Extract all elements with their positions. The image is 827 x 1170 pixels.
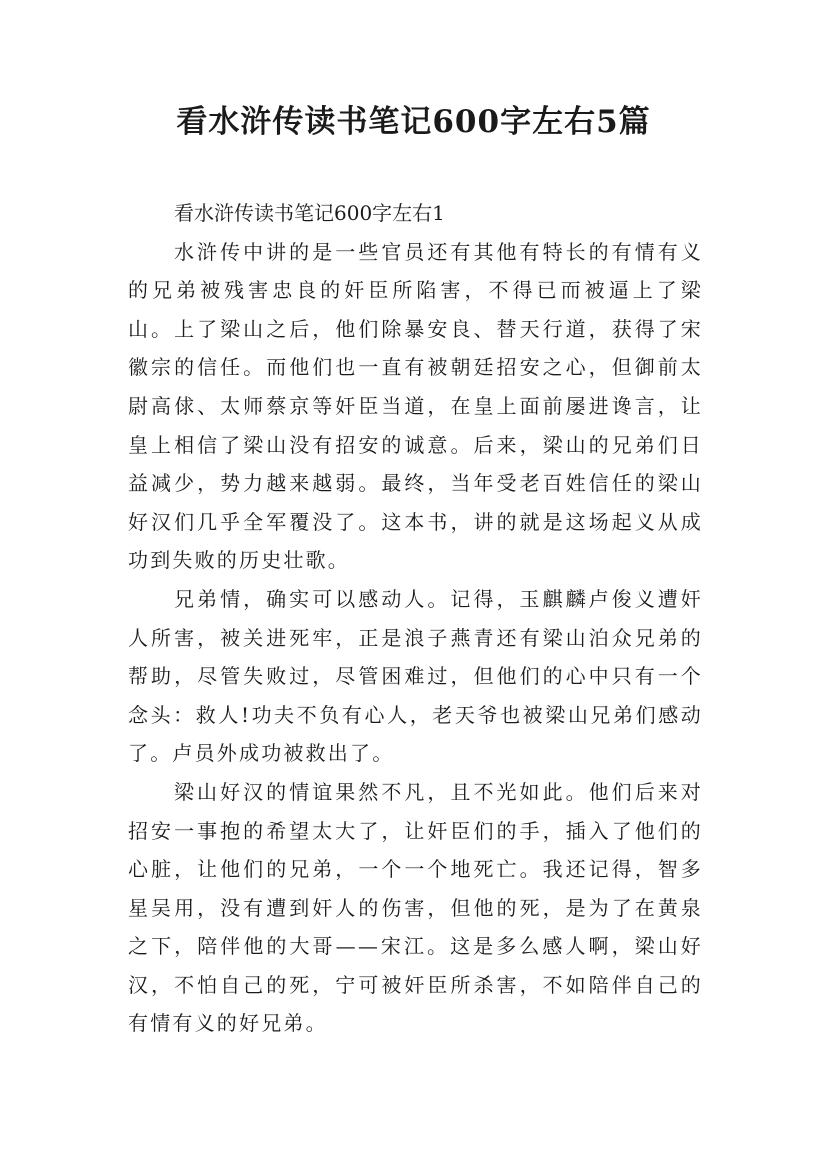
paragraph-1: 水浒传中讲的是一些官员还有其他有特长的有情有义的兄弟被残害忠良的奸臣所陷害，不得已而被逼上了梁山。上了梁山之后，他们除暴安良、替天行道，获得了宋徽宗的信任。而他们也一直有被朝廷招安之心，但御前太尉高俅、太师蔡京等奸臣当道，在皇上面前屡进谗言，让皇上相信了梁山没有招安的诚意。后来，梁山的兄弟们日益减少，势力越来越弱。最终，当年受老百姓信任的梁山好汉们几乎全军覆没了。这本书，讲的就是这场起义从成功到失败的历史壮歌。 (128, 239, 703, 573)
section-heading: 看水浒传读书笔记600字左右1 (174, 201, 445, 225)
document-body (128, 194, 703, 1043)
paragraph-3: 梁山好汉的情谊果然不凡，且不光如此。他们后来对招安一事抱的希望太大了，让奸臣们的手，插入了他们的心脏，让他们的兄弟，一个一个地死亡。我还记得，智多星吴用，没有遭到奸人的伤害，但他的死，是为了在黄泉之下，陪伴他的大哥——宋江。这是多么感人啊，梁山好汉，不怕自己的死，宁可被奸臣所杀害，不如陪伴自己的有情有义的好兄弟。 (128, 779, 703, 1036)
paragraph-2: 兄弟情，确实可以感动人。记得，玉麒麟卢俊义遭奸人所害，被关进死牢，正是浪子燕青还有梁山泊众兄弟的帮助，尽管失败过，尽管困难过，但他们的心中只有一个念头：救人!功夫不负有心人，老天爷也被梁山兄弟们感动了。卢员外成功被救出了。 (128, 586, 703, 766)
document-title: 看水浒传读书笔记600字左右5篇 (176, 104, 651, 140)
